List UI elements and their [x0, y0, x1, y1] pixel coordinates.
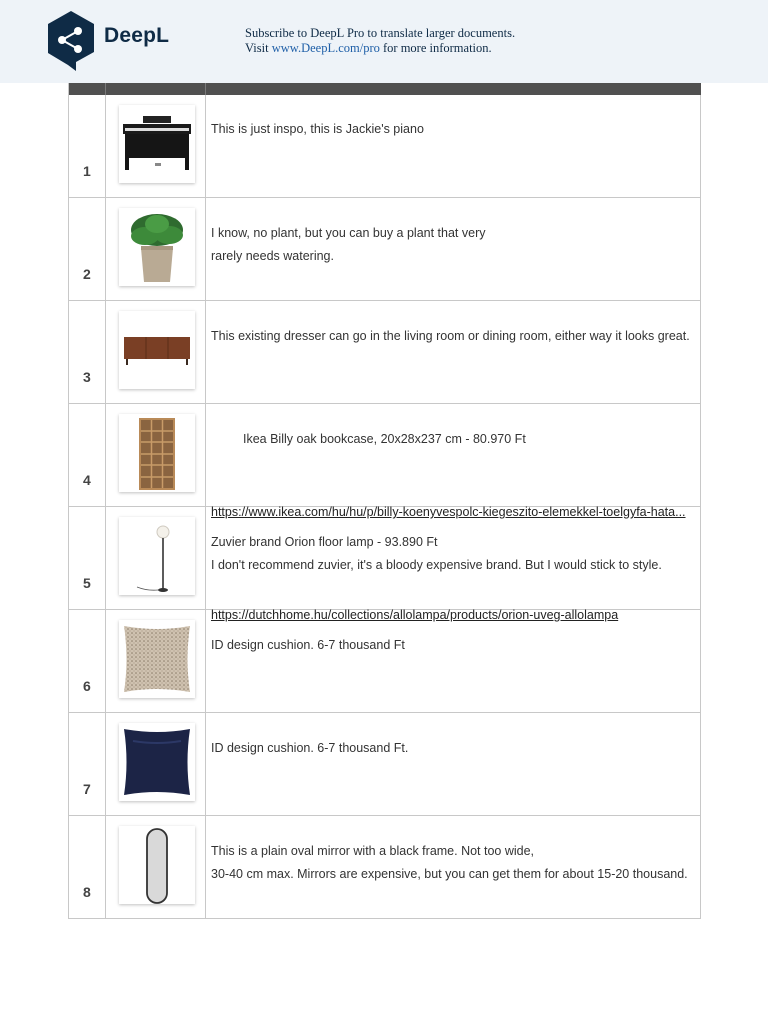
row-description-cell [206, 198, 700, 300]
cushion-beige-image [119, 620, 195, 698]
mirror-image [119, 826, 195, 904]
description-line: This is just inspo, this is Jackie's piano [211, 122, 424, 136]
header-cell-number [69, 83, 106, 95]
promo-line-1: Subscribe to DeepL Pro to translate larger documents. [245, 26, 516, 40]
row-number-cell [69, 198, 106, 300]
row-description-cell [206, 301, 700, 403]
plant-image [119, 208, 195, 286]
description-line: 30-40 cm max. Mirrors are expensive, but you can get them for about 15-20 thousand. [211, 867, 688, 881]
row-image-cell [106, 198, 206, 300]
dutchhome-link[interactable]: https://dutchhome.hu/collections/allolampa/products/orion-uveg-allolampa [211, 608, 619, 622]
table-row [69, 713, 701, 816]
row-number-cell [69, 404, 106, 506]
row-number: 6 [83, 678, 91, 694]
table-header [69, 83, 701, 95]
plant-icon [119, 208, 195, 286]
deepl-logo-icon[interactable] [46, 10, 96, 72]
description-line: ID design cushion. 6-7 thousand Ft. [211, 741, 409, 755]
row-image-cell [106, 816, 206, 918]
header-cell-description [206, 83, 701, 95]
cushion-navy-image [119, 723, 195, 801]
promo-line-2 [245, 41, 515, 56]
description-line: I know, no plant, but you can buy a plant that very [211, 226, 486, 240]
description-line: Ikea Billy oak bookcase, 20x28x237 cm - 80.970 Ft [243, 432, 526, 446]
dresser-image [119, 311, 195, 389]
table-row [69, 507, 701, 610]
table-row [69, 404, 701, 507]
cushion-beige-icon [119, 620, 195, 698]
row-number-cell [69, 713, 106, 815]
ikea-billy-link[interactable]: https://www.ikea.com/hu/hu/p/billy-koenyvespolc-kiegeszito-elemekkel-toelgyfa-hata... [211, 505, 686, 519]
description-line: This existing dresser can go in the living room or dining room, either way it looks great. [211, 329, 690, 343]
furniture-table [68, 83, 701, 919]
pro-promo [245, 26, 515, 56]
deepl-pro-link[interactable]: www.DeepL.com/pro [271, 41, 380, 55]
row-image-cell [106, 95, 206, 197]
floor-lamp-icon [119, 517, 195, 595]
row-number: 4 [83, 472, 91, 488]
table-row [69, 301, 701, 404]
mirror-icon [119, 826, 195, 904]
promo-suffix: for more information. [379, 41, 492, 55]
cushion-navy-icon [119, 723, 195, 801]
row-number-cell [69, 95, 106, 197]
table-row [69, 95, 701, 198]
row-number: 1 [83, 163, 91, 179]
row-description-cell [206, 816, 700, 918]
description-line: I don't recommend zuvier, it's a bloody expensive brand. But I would stick to style. [211, 558, 662, 572]
row-image-cell [106, 404, 206, 506]
row-number-cell [69, 507, 106, 609]
description-line: rarely needs watering. [211, 249, 334, 263]
deepl-logo-text: DeepL [104, 24, 170, 47]
row-number: 7 [83, 781, 91, 797]
row-description-cell [206, 95, 700, 197]
row-description-cell [206, 610, 700, 712]
description-line: ID design cushion. 6-7 thousand Ft [211, 638, 405, 652]
description-line: Zuvier brand Orion floor lamp - 93.890 Ft [211, 535, 438, 549]
row-image-cell [106, 507, 206, 609]
row-number: 2 [83, 266, 91, 282]
piano-image [119, 105, 195, 183]
header-cell-image [106, 83, 206, 95]
deepl-banner [0, 0, 768, 83]
bookcase-image [119, 414, 195, 492]
row-description-cell [206, 404, 700, 506]
row-number: 8 [83, 884, 91, 900]
row-description-cell [206, 713, 700, 815]
table-row [69, 198, 701, 301]
row-number-cell [69, 816, 106, 918]
row-number-cell [69, 610, 106, 712]
table-row [69, 610, 701, 713]
floor-lamp-image [119, 517, 195, 595]
row-description-cell [206, 507, 700, 609]
promo-prefix: Visit [245, 41, 272, 55]
table-row [69, 816, 701, 919]
row-number: 3 [83, 369, 91, 385]
bookcase-icon [119, 414, 195, 492]
row-number: 5 [83, 575, 91, 591]
row-image-cell [106, 301, 206, 403]
piano-icon [119, 105, 195, 183]
dresser-icon [119, 311, 195, 389]
row-number-cell [69, 301, 106, 403]
row-image-cell [106, 713, 206, 815]
row-image-cell [106, 610, 206, 712]
description-line: This is a plain oval mirror with a black frame. Not too wide, [211, 844, 535, 858]
